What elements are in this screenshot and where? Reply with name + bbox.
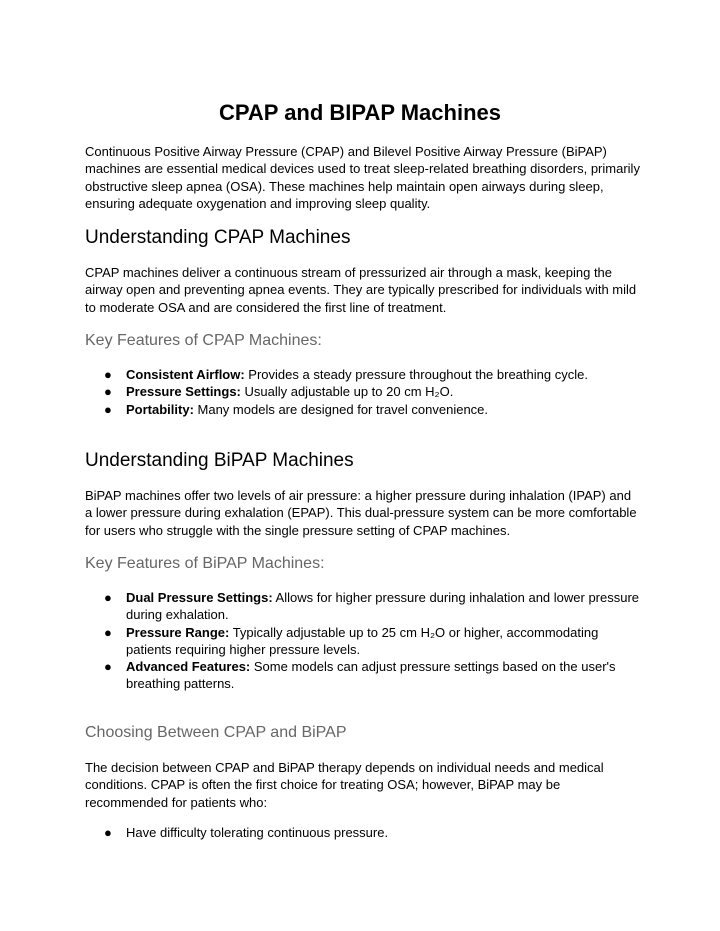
feature-text: Typically adjustable up to 25 cm H₂O or higher, accommodating patients requiring higher pressure levels.	[126, 624, 599, 657]
feature-label: Dual Pressure Settings:	[126, 590, 273, 605]
cpap-paragraph: CPAP machines deliver a continuous stream of pressurized air through a mask, keeping the airway open and preventing apnea events. They are typically prescribed for individuals with mild to moderate OSA and are considered the first line of treatment.	[85, 265, 637, 315]
list-item-text: Have difficulty tolerating continuous pressure.	[126, 825, 389, 840]
list-item	[85, 624, 645, 659]
feature-label: Portability:	[126, 401, 194, 417]
page-title: CPAP and BIPAP Machines	[218, 100, 501, 125]
bipap-paragraph: BiPAP machines offer two levels of air pressure: a higher pressure during inhalation (IPAP) and a lower pressure during exhalation (EPAP). This dual-pressure system can be more comfortable for users who struggle with the single pressure setting of CPAP machines.	[85, 488, 637, 538]
bullet-icon: ●	[104, 367, 112, 382]
bullet-icon: ●	[104, 659, 112, 675]
bullet-icon: ●	[104, 401, 112, 417]
feature-text: Allows for higher pressure during inhalation and lower pressure during exhalation.	[126, 590, 640, 623]
bipap-features-heading: Key Features of BiPAP Machines:	[85, 555, 325, 572]
feature-label: Pressure Range:	[126, 624, 230, 640]
bullet-icon: ●	[104, 384, 112, 400]
bullet-icon: ●	[104, 590, 112, 605]
choosing-list	[85, 824, 645, 841]
cpap-features-heading: Key Features of CPAP Machines:	[85, 332, 322, 349]
feature-text: Some models can adjust pressure settings based on the user's breathing patterns.	[126, 659, 616, 692]
feature-text: Usually adjustable up to 20 cm H₂O.	[240, 384, 454, 400]
cpap-section-heading: Understanding CPAP Machines	[85, 227, 351, 248]
feature-label: Pressure Settings:	[126, 384, 241, 400]
choosing-heading: Choosing Between CPAP and BiPAP	[85, 724, 347, 741]
list-item	[85, 383, 645, 400]
intro-paragraph: Continuous Positive Airway Pressure (CPAP) and Bilevel Positive Airway Pressure (BiPAP) machines are essential medical devices used to treat sleep-related breathing disorders, primarily obstructive sleep apnea (OSA). These machines help maintain open airways during sleep, ensuring adequate oxygenation and improving sleep quality.	[85, 144, 640, 211]
list-item	[85, 401, 645, 418]
choosing-paragraph: The decision between CPAP and BiPAP therapy depends on individual needs and medical conditions. CPAP is often the first choice for treating OSA; however, BiPAP may be recommended for patients who:	[85, 760, 604, 810]
feature-label: Consistent Airflow:	[126, 367, 245, 382]
list-item	[85, 824, 645, 841]
list-item	[85, 658, 645, 693]
feature-text: Many models are designed for travel convenience.	[193, 401, 489, 417]
bullet-icon: ●	[104, 624, 112, 640]
feature-text: Provides a steady pressure throughout the breathing cycle.	[244, 367, 588, 382]
bipap-features-list	[85, 589, 645, 693]
feature-label: Advanced Features:	[126, 659, 251, 675]
list-item	[85, 589, 645, 624]
list-item	[85, 366, 645, 383]
cpap-features-list	[85, 366, 645, 418]
bipap-section-heading: Understanding BiPAP Machines	[85, 450, 354, 471]
bullet-icon: ●	[104, 825, 112, 840]
